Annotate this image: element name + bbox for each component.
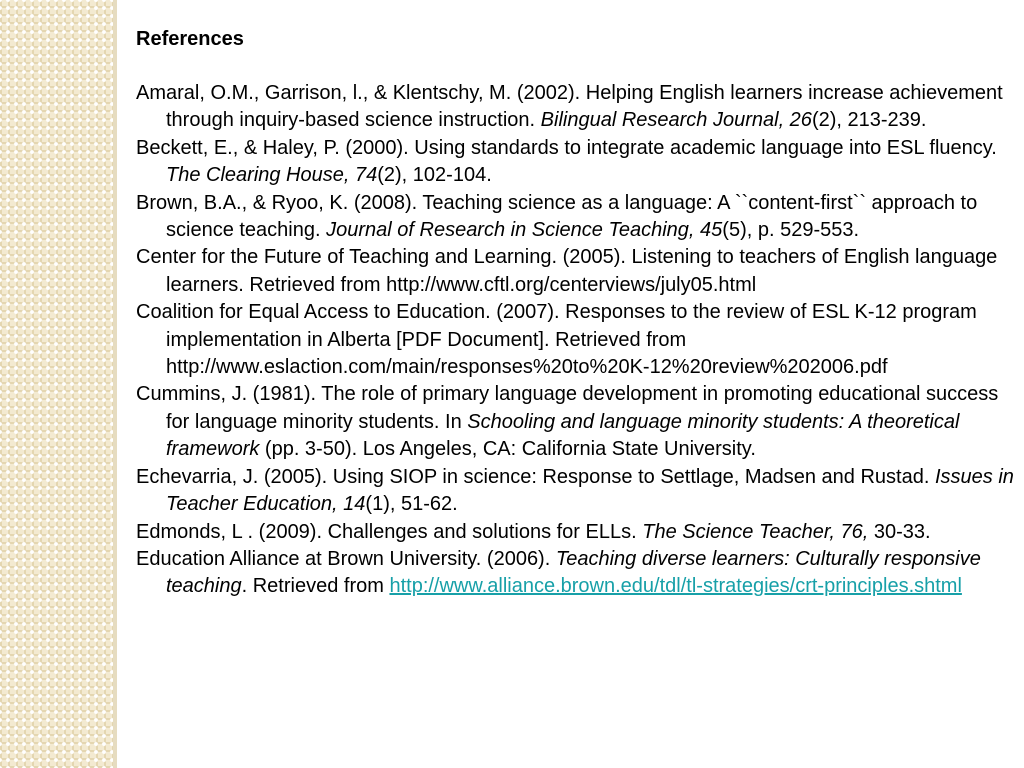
reference-link[interactable]: http://www.alliance.brown.edu/tdl/tl-strategies/crt-principles.shtml	[389, 575, 962, 598]
reference-source-title: Issues in Teacher Education, 14	[166, 465, 1014, 516]
reference-source-title: Bilingual Research Journal, 26	[540, 109, 812, 132]
sidebar-divider	[113, 0, 117, 768]
reference-text: (pp. 3-50). Los Angeles, CA: California State University.	[259, 438, 756, 461]
reference-entry	[136, 519, 1016, 546]
reference-entry	[136, 299, 1016, 381]
reference-text: Education Alliance at Brown University. (2006).	[136, 547, 556, 570]
reference-source-title: The Science Teacher, 76,	[642, 520, 869, 543]
reference-text: (2), 102-104.	[377, 164, 492, 187]
reference-entry	[136, 80, 1016, 135]
reference-text: Brown, B.A., & Ryoo, K. (2008). Teaching science as a language: A ``content-first`` approach to science teaching.	[136, 191, 978, 242]
slide-content	[136, 26, 1016, 768]
reference-text: (2), 213-239.	[811, 109, 927, 132]
reference-text: Edmonds, L . (2009). Challenges and solutions for ELLs.	[136, 520, 643, 543]
reference-text: Coalition for Equal Access to Education. (2007). Responses to the review of ESL K-12 program implementation in Alberta [PDF Document]. Retrieved from http://www.eslaction.com/main/responses%20to%20K-12%20review%202006.pdf	[136, 301, 977, 379]
reference-source-title: The Clearing House, 74	[166, 164, 378, 187]
decorative-woven-sidebar	[0, 0, 113, 768]
reference-source-title: Journal of Research in Science Teaching, 45	[326, 219, 723, 242]
reference-entry	[136, 546, 1016, 601]
reference-text: (5), p. 529-553.	[722, 219, 860, 242]
reference-entry	[136, 135, 1016, 190]
reference-text: Amaral, O.M., Garrison, l., & Klentschy, M. (2002). Helping English learners increase achievement through inquiry-based science instruction.	[136, 82, 1003, 132]
reference-text: 30-33.	[868, 520, 931, 543]
reference-entry	[136, 244, 1016, 299]
reference-text: Center for the Future of Teaching and Learning. (2005). Listening to teachers of English language learners. Retrieved from http://www.cftl.org/centerviews/july05.html	[136, 246, 998, 296]
reference-source-title: Teaching diverse learners: Culturally responsive teaching	[166, 547, 981, 598]
reference-text: . Retrieved from	[241, 575, 390, 598]
reference-text: Cummins, J. (1981). The role of primary language development in promoting educational success for language minority students. In	[136, 383, 999, 433]
reference-entry	[136, 190, 1016, 245]
reference-list	[136, 80, 1016, 601]
reference-entry	[136, 381, 1016, 463]
reference-source-title: Schooling and language minority students: A theoretical framework	[166, 410, 960, 461]
reference-entry	[136, 464, 1016, 519]
reference-text: (1), 51-62.	[365, 493, 458, 516]
slide-title: References	[136, 28, 244, 50]
reference-text: Beckett, E., & Haley, P. (2000). Using standards to integrate academic language into ESL fluency.	[136, 136, 997, 159]
reference-text: Echevarria, J. (2005). Using SIOP in science: Response to Settlage, Madsen and Rustad.	[136, 465, 935, 488]
